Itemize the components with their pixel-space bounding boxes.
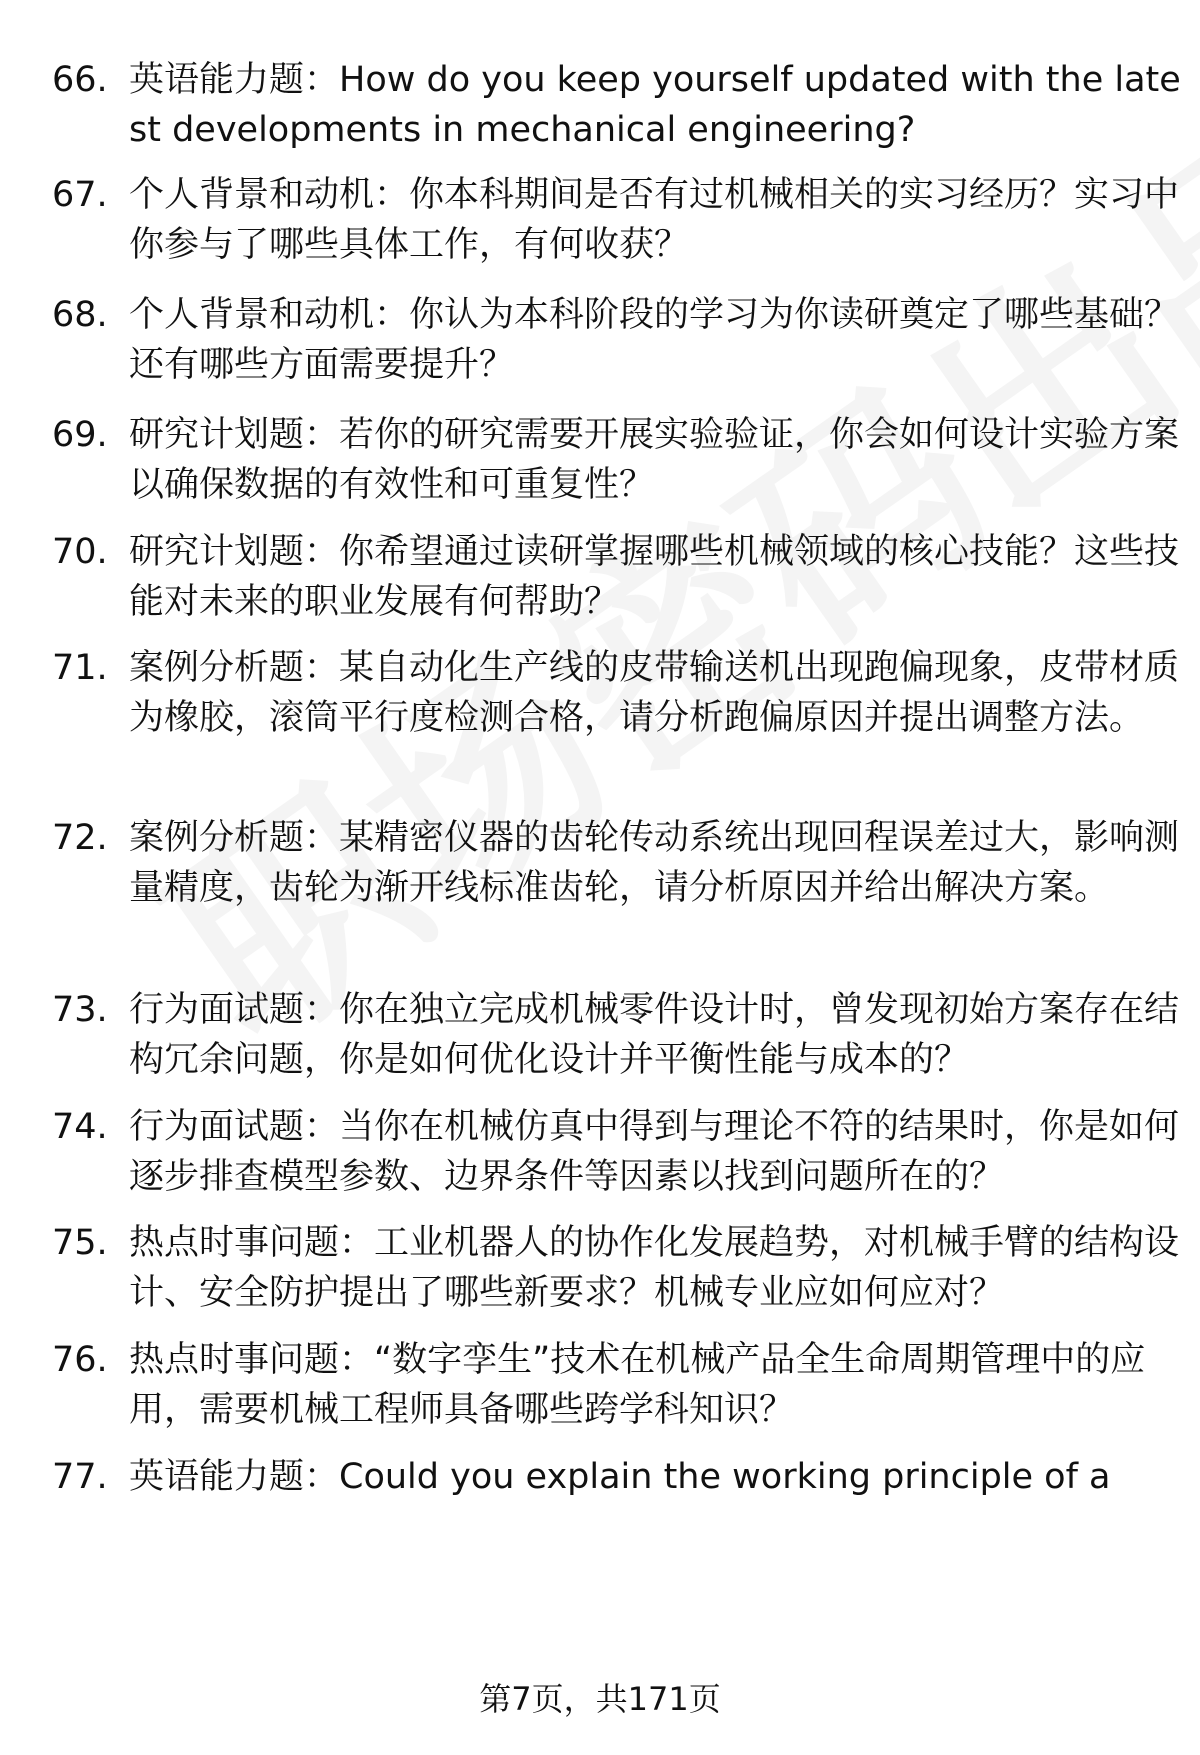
question-number: 74.: [52, 1107, 108, 1147]
question-68: [52, 290, 1180, 390]
question-76: [52, 1335, 1152, 1435]
question-number: 77.: [52, 1457, 108, 1497]
question-text: 案例分析题：某精密仪器的齿轮传动系统出现回程误差过大，影响测量精度，齿轮为渐开线标准齿轮，请分析原因并给出解决方案。: [129, 818, 1180, 908]
question-text: 行为面试题：当你在机械仿真中得到与理论不符的结果时，你是如何逐步排查模型参数、边界条件等因素以找到问题所在的？: [129, 1107, 1180, 1197]
question-74: [52, 1102, 1180, 1202]
question-text: 案例分析题：某自动化生产线的皮带输送机出现跑偏现象，皮带材质为橡胶，滚筒平行度检测合格，请分析跑偏原因并提出调整方法。: [129, 648, 1180, 738]
question-number: 67.: [52, 175, 108, 215]
question-75: [52, 1218, 1180, 1318]
question-number: 76.: [52, 1340, 108, 1380]
question-69: [52, 410, 1180, 510]
question-text: 个人背景和动机：你认为本科阶段的学习为你读研奠定了哪些基础？还有哪些方面需要提升？: [129, 295, 1180, 385]
question-text: 研究计划题：若你的研究需要开展实验验证，你会如何设计实验方案以确保数据的有效性和可重复性？: [129, 415, 1180, 505]
question-text: 个人背景和动机：你本科期间是否有过机械相关的实习经历？实习中你参与了哪些具体工作，有何收获？: [129, 175, 1180, 265]
question-70: [52, 527, 1180, 627]
question-73: [52, 985, 1180, 1085]
question-text: 热点时事问题：工业机器人的协作化发展趋势，对机械手臂的结构设计、安全防护提出了哪些新要求？机械专业应如何应对？: [129, 1223, 1180, 1313]
question-number: 68.: [52, 295, 108, 335]
page-number-footer: 第7页，共171页: [479, 1680, 721, 1718]
question-number: 66.: [52, 60, 108, 100]
question-77: [52, 1452, 1152, 1502]
question-number: 75.: [52, 1223, 108, 1263]
question-number: 73.: [52, 990, 108, 1030]
question-number: 71.: [52, 648, 108, 688]
question-number: 72.: [52, 818, 108, 858]
question-71: [52, 643, 1180, 743]
question-number: 70.: [52, 532, 108, 572]
question-text: 研究计划题：你希望通过读研掌握哪些机械领域的核心技能？这些技能对未来的职业发展有何帮助？: [129, 532, 1180, 622]
question-text: 热点时事问题：“数字孪生”技术在机械产品全生命周期管理中的应用，需要机械工程师具备哪些跨学科知识？: [129, 1340, 1146, 1430]
question-text: 行为面试题：你在独立完成机械零件设计时，曾发现初始方案存在结构冗余问题，你是如何优化设计并平衡性能与成本的？: [129, 990, 1180, 1080]
question-number: 69.: [52, 415, 108, 455]
question-text: 英语能力题：Could you explain the working principle of a: [129, 1457, 1111, 1497]
question-72: [52, 813, 1180, 913]
question-66: [52, 55, 1181, 155]
question-text: 英语能力题：How do you keep yourself updated with the latest developments in mechanical engineering?: [129, 60, 1181, 150]
question-67: [52, 170, 1180, 270]
